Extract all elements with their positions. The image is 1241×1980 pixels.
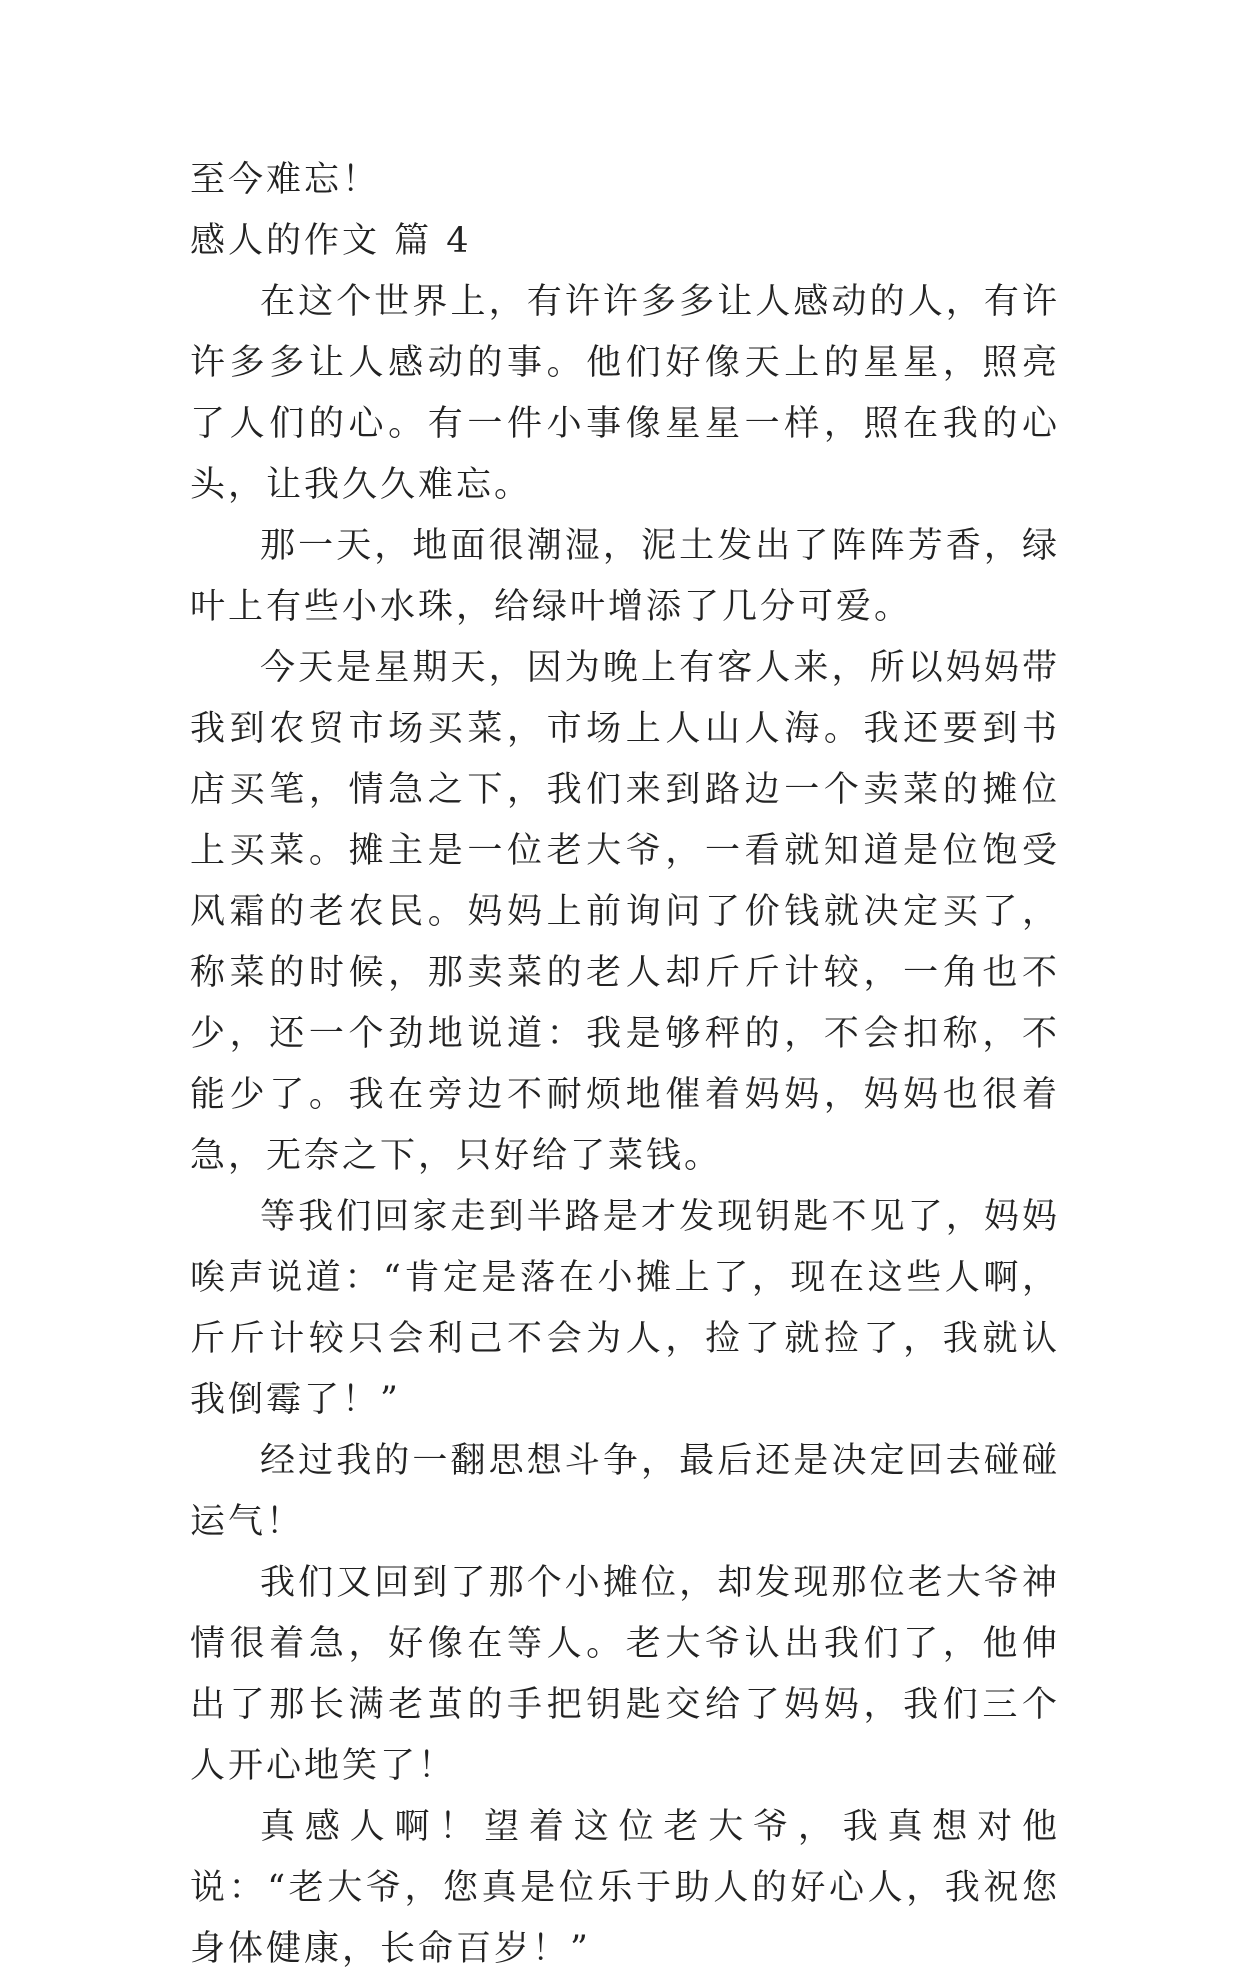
document-page xyxy=(190,150,1060,1980)
section-title: 感人的作文 篇 4 xyxy=(190,221,472,261)
paragraph-7: 真感人啊！望着这位老大爷，我真想对他说：“老大爷，您真是位乐于助人的好心人，我祝您身体健康，长命百岁！” xyxy=(190,1807,1060,1969)
paragraph-2: 那一天，地面很潮湿，泥土发出了阵阵芳香，绿叶上有些小水珠，给绿叶增添了几分可爱。 xyxy=(190,526,1060,627)
paragraph-1: 在这个世界上，有许许多多让人感动的人，有许许多多让人感动的事。他们好像天上的星星，照亮了人们的心。有一件小事像星星一样，照在我的心头，让我久久难忘。 xyxy=(190,282,1060,505)
continuation-line: 至今难忘！ xyxy=(190,160,381,200)
paragraph-5: 经过我的一翻思想斗争，最后还是决定回去碰碰运气！ xyxy=(190,1441,1060,1542)
paragraph-3: 今天是星期天，因为晚上有客人来，所以妈妈带我到农贸市场买菜，市场上人山人海。我还要到书店买笔，情急之下，我们来到路边一个卖菜的摊位上买菜。摊主是一位老大爷，一看就知道是位饱受风霜的老农民。妈妈上前询问了价钱就决定买了，称菜的时候，那卖菜的老人却斤斤计较，一角也不少，还一个劲地说道：我是够秤的，不会扣称，不能少了。我在旁边不耐烦地催着妈妈，妈妈也很着急，无奈之下，只好给了菜钱。 xyxy=(190,648,1060,1176)
paragraph-4: 等我们回家走到半路是才发现钥匙不见了，妈妈唉声说道：“肯定是落在小摊上了，现在这些人啊，斤斤计较只会利己不会为人，捡了就捡了，我就认我倒霉了！” xyxy=(190,1197,1060,1420)
paragraph-6: 我们又回到了那个小摊位，却发现那位老大爷神情很着急，好像在等人。老大爷认出我们了，他伸出了那长满老茧的手把钥匙交给了妈妈，我们三个人开心地笑了！ xyxy=(190,1563,1060,1786)
